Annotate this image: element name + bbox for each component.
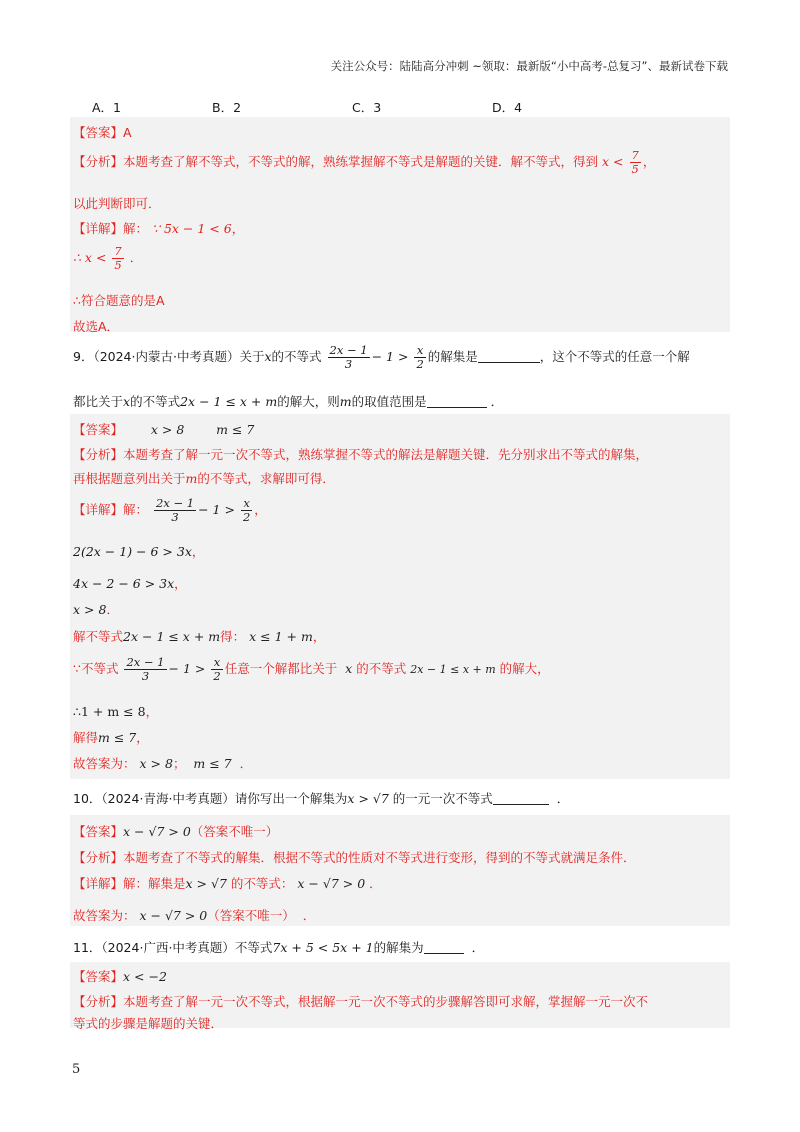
q9-blank-2 bbox=[427, 395, 487, 408]
q9-blank-1 bbox=[478, 350, 540, 363]
q11-answer: 【答案】x < −2 bbox=[73, 969, 167, 984]
q9-answer: 【答案】 x > 8 m ≤ 7 bbox=[73, 422, 255, 437]
q9-step-2: 4x − 2 − 6 > 3x， bbox=[73, 576, 187, 591]
q10-final: 故答案为： x − √7 > 0（答案不唯一） ． bbox=[73, 908, 316, 923]
q9-step-1: 2(2x − 1) − 6 > 3x， bbox=[73, 544, 205, 559]
q8-conclusion: ∴符合题意的是A bbox=[73, 293, 165, 308]
q8-analysis-line2: 以此判断即可． bbox=[73, 196, 161, 211]
q9-final: 故答案为： x > 8； m ≤ 7 ． bbox=[73, 756, 253, 771]
q9-step-3: x > 8． bbox=[73, 602, 119, 617]
option-a: A．1 bbox=[92, 100, 122, 115]
q11-question: 11．（2024·广西·中考真题）不等式7x + 5 < 5x + 1的解集为 ． bbox=[73, 940, 485, 955]
q9-solve: 解不等式2x − 1 ≤ x + m得： x ≤ 1 + m， bbox=[73, 629, 326, 644]
q8-choose: 故选A． bbox=[73, 319, 120, 334]
q10-blank bbox=[493, 792, 549, 805]
q8-analysis: 【分析】本题考查了解不等式，不等式的解，熟练掌握解不等式是解题的关键．解不等式，得到 x < $\frac{7}{5}$ ， bbox=[73, 148, 656, 176]
option-b: B．2 bbox=[212, 100, 242, 115]
q9-analysis-line2: 再根据题意列出关于m的不等式，求解即可得． bbox=[73, 471, 335, 486]
page-header: 关注公众号：陆陆高分冲刺 ~领取：最新版“小中高考-总复习”、最新试卷下载 bbox=[330, 59, 728, 73]
option-d: D．4 bbox=[492, 100, 523, 115]
q10-answer: 【答案】x − √7 > 0（答案不唯一） bbox=[73, 824, 279, 839]
q8-detail: 【详解】解： ∵ 5x − 1 < 6， bbox=[73, 221, 245, 236]
q10-detail: 【详解】解：解集是x > √7 的不等式： x − √7 > 0 ． bbox=[73, 876, 382, 891]
q10-analysis: 【分析】本题考查了不等式的解集．根据不等式的性质对不等式进行变形，得到的不等式就满足条件． bbox=[73, 850, 636, 865]
page-number: 5 bbox=[72, 1062, 81, 1077]
q8-therefore: ∴ x < $\frac{7}{5}$ ． bbox=[73, 244, 143, 272]
q9-therefore: ∴1 + m ≤ 8， bbox=[73, 704, 159, 719]
q8-answer: 【答案】A bbox=[73, 125, 132, 140]
q11-analysis: 【分析】本题考查了解一元一次不等式，根据解一元一次不等式的步骤解答即可求解，掌握解一元一次不 bbox=[73, 994, 649, 1009]
option-c: C．3 bbox=[352, 100, 382, 115]
q9-detail: 【详解】解： $\frac{2x - 1}{3}$ − 1 > $\frac{x}{2}$ ， bbox=[73, 496, 267, 524]
q9-because: ∵不等式 $\frac{2x - 1}{3}$ − 1 > $\frac{x}{2}$ 任意一个解都比关于 x 的不等式 2x − 1 ≤ x + m 的解大， bbox=[73, 655, 550, 683]
q11-analysis-line2: 等式的步骤是解题的关键． bbox=[73, 1016, 224, 1031]
q9-question-line2: 都比关于x的不等式2x − 1 ≤ x + m的解大，则m的取值范围是 ． bbox=[73, 394, 504, 409]
q10-question: 10．（2024·青海·中考真题）请你写出一个解集为x > √7 的一元一次不等式 ． bbox=[73, 791, 570, 806]
q9-analysis: 【分析】本题考查了解一元一次不等式，熟练掌握不等式的解法是解题关键．先分别求出不等式的解集， bbox=[73, 447, 649, 462]
q9-result: 解得m ≤ 7， bbox=[73, 730, 149, 745]
q9-question: 9．（2024·内蒙古·中考真题）关于x的不等式 $\frac{2x - 1}{3}$ − 1 > $\frac{x}{2}$ 的解集是 ，这个不等式的任意一个解 bbox=[73, 343, 690, 371]
q11-blank bbox=[424, 941, 464, 954]
